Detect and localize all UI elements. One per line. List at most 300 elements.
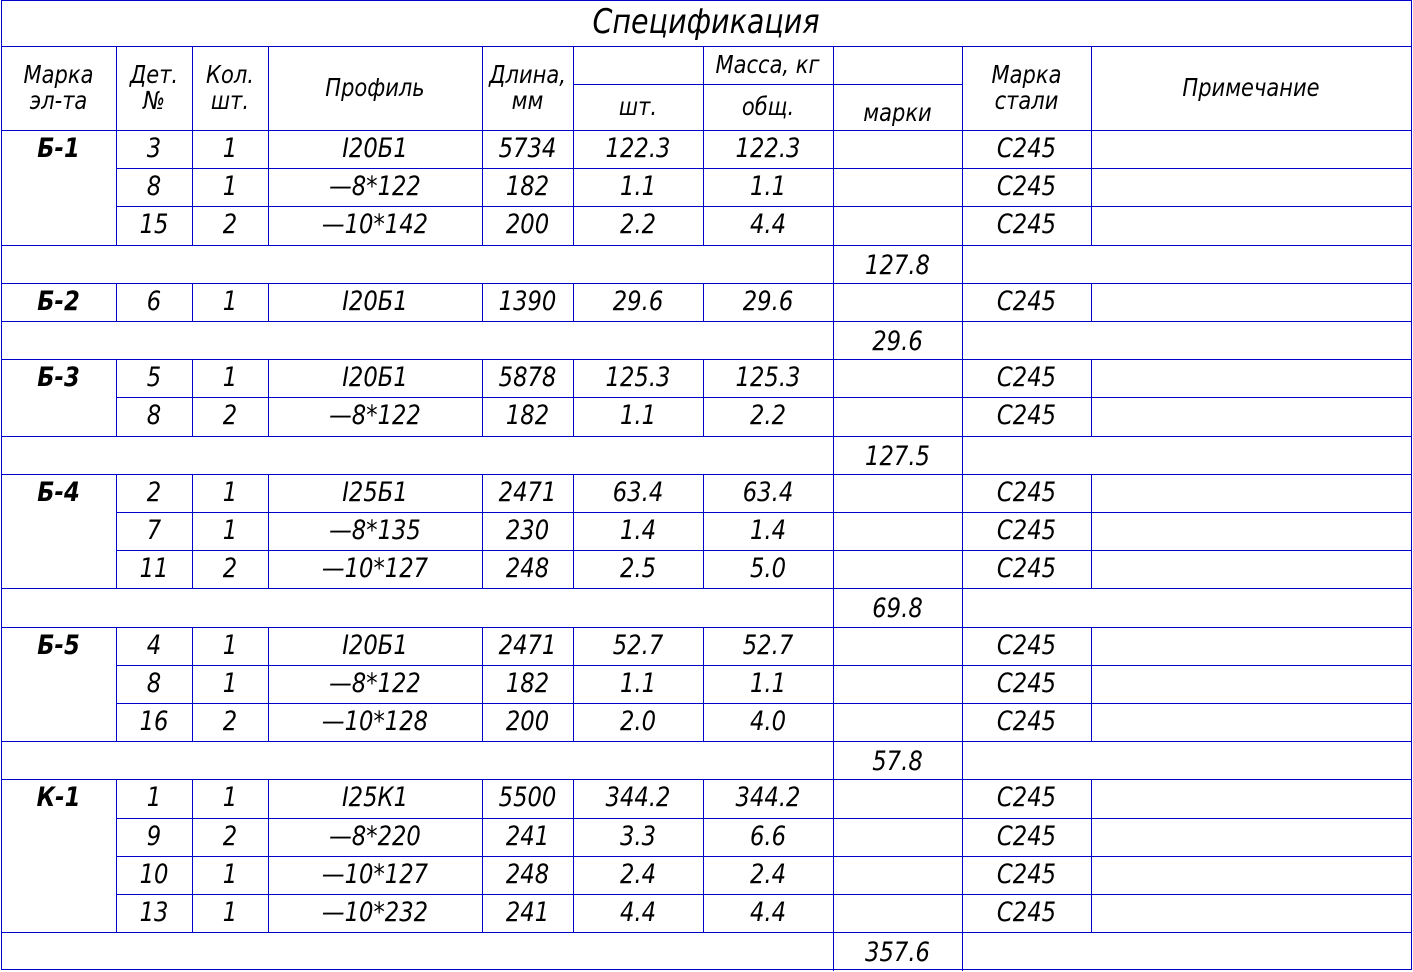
table-column-divider bbox=[703, 168, 704, 207]
part-number: 5 bbox=[146, 362, 162, 394]
table-column-divider bbox=[116, 168, 117, 207]
mass-piece: 1.4 bbox=[619, 514, 657, 546]
table-column-divider bbox=[573, 703, 574, 742]
table-column-divider bbox=[833, 779, 834, 818]
mass-total: 52.7 bbox=[742, 629, 794, 661]
header-mass-piece: шт. bbox=[618, 91, 658, 121]
table-column-divider bbox=[703, 703, 704, 742]
header-qty-line: шт. bbox=[210, 86, 250, 115]
part-profile: —10*232 bbox=[321, 896, 429, 928]
table-column-divider bbox=[192, 397, 193, 436]
part-number: 6 bbox=[146, 285, 162, 317]
part-profile: —8*122 bbox=[329, 171, 421, 203]
mass-total: 1.1 bbox=[749, 171, 787, 203]
header-qty-line: Кол. bbox=[206, 59, 254, 89]
part-profile: —10*127 bbox=[321, 553, 429, 585]
element-mark: Б-3 bbox=[37, 362, 80, 394]
part-profile: I25Б1 bbox=[342, 476, 408, 508]
mass-total: 122.3 bbox=[735, 132, 801, 164]
table-column-divider bbox=[116, 474, 117, 513]
element-mark: Б-1 bbox=[37, 132, 80, 164]
part-number: 2 bbox=[146, 476, 162, 508]
table-column-divider bbox=[482, 665, 483, 704]
part-quantity: 2 bbox=[222, 820, 238, 852]
table-column-divider bbox=[116, 627, 117, 666]
group-divider bbox=[1, 741, 1412, 742]
table-column-divider bbox=[116, 779, 117, 818]
table-column-divider bbox=[1091, 665, 1092, 704]
table-column-divider bbox=[268, 856, 269, 895]
table-column-divider bbox=[962, 818, 963, 857]
part-number: 8 bbox=[146, 171, 162, 203]
mass-total: 125.3 bbox=[735, 362, 801, 394]
part-number: 11 bbox=[139, 553, 169, 585]
header-column-divider bbox=[833, 46, 834, 131]
table-column-divider bbox=[703, 359, 704, 398]
header-det-line: № bbox=[143, 86, 165, 115]
table-column-divider bbox=[962, 550, 963, 589]
part-number: 9 bbox=[146, 820, 162, 852]
header-column-divider bbox=[192, 46, 193, 131]
table-column-divider bbox=[482, 894, 483, 933]
table-column-divider bbox=[1091, 206, 1092, 245]
group-divider bbox=[1, 588, 1412, 589]
part-quantity: 2 bbox=[222, 553, 238, 585]
mass-divider bbox=[573, 84, 963, 85]
mass-piece: 1.1 bbox=[619, 171, 657, 203]
table-column-divider bbox=[573, 512, 574, 551]
part-quantity: 1 bbox=[222, 858, 238, 890]
table-column-divider bbox=[268, 206, 269, 245]
table-column-divider bbox=[116, 703, 117, 742]
table-column-divider bbox=[268, 665, 269, 704]
table-column-divider bbox=[482, 779, 483, 818]
table-column-divider bbox=[268, 703, 269, 742]
group-divider bbox=[1, 436, 1412, 437]
mass-piece: 125.3 bbox=[605, 362, 671, 394]
header-column-divider bbox=[482, 46, 483, 131]
table-column-divider bbox=[573, 397, 574, 436]
table-column-divider bbox=[1091, 703, 1092, 742]
mass-piece: 2.2 bbox=[619, 209, 657, 241]
table-column-divider bbox=[1091, 627, 1092, 666]
title-divider bbox=[1, 46, 1412, 47]
table-column-divider bbox=[192, 168, 193, 207]
part-quantity: 1 bbox=[222, 514, 238, 546]
mass-piece: 2.4 bbox=[619, 858, 657, 890]
mass-total: 29.6 bbox=[742, 285, 794, 317]
part-length: 241 bbox=[505, 896, 550, 928]
header-column-divider bbox=[573, 46, 574, 131]
table-column-divider bbox=[962, 359, 963, 398]
mass-total: 5.0 bbox=[749, 553, 787, 585]
table-column-divider bbox=[703, 779, 704, 818]
part-number: 8 bbox=[146, 667, 162, 699]
table-column-divider bbox=[1091, 283, 1092, 322]
mass-total: 2.4 bbox=[749, 858, 787, 890]
table-column-divider bbox=[1091, 856, 1092, 895]
table-column-divider bbox=[573, 474, 574, 513]
table-column-divider bbox=[116, 359, 117, 398]
table-column-divider bbox=[962, 206, 963, 245]
steel-grade: С245 bbox=[996, 782, 1057, 814]
table-column-divider bbox=[192, 856, 193, 895]
table-column-divider bbox=[573, 283, 574, 322]
table-column-divider bbox=[116, 856, 117, 895]
table-column-divider bbox=[192, 550, 193, 589]
table-column-divider bbox=[116, 818, 117, 857]
table-column-divider bbox=[268, 130, 269, 169]
table-column-divider bbox=[1091, 397, 1092, 436]
table-column-divider bbox=[573, 627, 574, 666]
part-length: 248 bbox=[505, 858, 550, 890]
table-column-divider bbox=[833, 474, 834, 513]
table-column-divider bbox=[482, 130, 483, 169]
table-column-divider bbox=[703, 474, 704, 513]
part-quantity: 2 bbox=[222, 400, 238, 432]
part-quantity: 1 bbox=[222, 667, 238, 699]
table-column-divider bbox=[962, 283, 963, 322]
part-quantity: 2 bbox=[222, 705, 238, 737]
part-number: 13 bbox=[139, 896, 169, 928]
part-quantity: 1 bbox=[222, 132, 238, 164]
table-column-divider bbox=[573, 818, 574, 857]
table-column-divider bbox=[268, 512, 269, 551]
mass-total: 2.2 bbox=[749, 400, 787, 432]
part-length: 2471 bbox=[498, 629, 557, 661]
part-length: 5878 bbox=[498, 362, 557, 394]
table-column-divider bbox=[192, 665, 193, 704]
table-column-divider bbox=[192, 474, 193, 513]
mass-piece: 29.6 bbox=[612, 285, 664, 317]
table-column-divider bbox=[833, 359, 834, 398]
mass-total: 344.2 bbox=[735, 782, 801, 814]
mass-piece: 1.1 bbox=[619, 667, 657, 699]
part-length: 2471 bbox=[498, 476, 557, 508]
part-number: 4 bbox=[146, 629, 162, 661]
table-column-divider bbox=[833, 856, 834, 895]
table-column-divider bbox=[1091, 359, 1092, 398]
part-length: 248 bbox=[505, 553, 550, 585]
steel-grade: С245 bbox=[996, 705, 1057, 737]
table-column-divider bbox=[482, 550, 483, 589]
steel-grade: С245 bbox=[996, 476, 1057, 508]
table-column-divider bbox=[268, 550, 269, 589]
table-column-divider bbox=[833, 283, 834, 322]
header-mass-mark: марки bbox=[863, 97, 932, 127]
part-profile: I20Б1 bbox=[342, 285, 408, 317]
header-mass: Масса, кг bbox=[715, 49, 820, 79]
header-profile: Профиль bbox=[325, 72, 425, 102]
table-column-divider bbox=[573, 779, 574, 818]
table-column-divider bbox=[268, 283, 269, 322]
steel-grade: С245 bbox=[996, 896, 1057, 928]
group-divider bbox=[1, 321, 1412, 322]
table-column-divider bbox=[268, 397, 269, 436]
table-column-divider bbox=[192, 206, 193, 245]
part-profile: —8*122 bbox=[329, 400, 421, 432]
table-column-divider bbox=[573, 130, 574, 169]
table-column-divider bbox=[268, 627, 269, 666]
table-column-divider bbox=[116, 894, 117, 933]
table-column-divider bbox=[573, 856, 574, 895]
steel-grade: С245 bbox=[996, 820, 1057, 852]
part-length: 182 bbox=[505, 667, 550, 699]
part-length: 5734 bbox=[498, 132, 557, 164]
table-column-divider bbox=[962, 703, 963, 742]
table-column-divider bbox=[116, 665, 117, 704]
table-border-bottom bbox=[1, 969, 1412, 970]
header-length-line: Длина, bbox=[489, 59, 566, 89]
mass-piece: 2.5 bbox=[619, 553, 657, 585]
part-profile: —10*128 bbox=[321, 705, 429, 737]
header-mark bbox=[10, 46, 107, 130]
table-column-divider bbox=[962, 474, 963, 513]
table-column-divider bbox=[116, 550, 117, 589]
header-qty bbox=[198, 46, 262, 130]
element-mark: К-1 bbox=[36, 782, 81, 814]
table-column-divider bbox=[962, 779, 963, 818]
subtotal-divider bbox=[962, 741, 963, 780]
mark-mass-subtotal: 127.8 bbox=[865, 249, 930, 281]
header-mark-line: Марка bbox=[23, 59, 94, 89]
table-column-divider bbox=[1091, 512, 1092, 551]
header-column-divider bbox=[1091, 46, 1092, 131]
mark-mass-subtotal: 69.8 bbox=[872, 593, 923, 625]
part-quantity: 2 bbox=[222, 209, 238, 241]
table-column-divider bbox=[192, 894, 193, 933]
table-column-divider bbox=[192, 627, 193, 666]
part-length: 230 bbox=[505, 514, 550, 546]
table-column-divider bbox=[192, 512, 193, 551]
table-column-divider bbox=[833, 550, 834, 589]
part-length: 5500 bbox=[498, 782, 557, 814]
part-quantity: 1 bbox=[222, 476, 238, 508]
table-column-divider bbox=[962, 894, 963, 933]
table-column-divider bbox=[116, 512, 117, 551]
mass-total: 6.6 bbox=[749, 820, 787, 852]
subtotal-divider bbox=[833, 741, 834, 780]
table-column-divider bbox=[482, 359, 483, 398]
subtotal-divider bbox=[962, 588, 963, 627]
part-length: 182 bbox=[505, 171, 550, 203]
steel-grade: С245 bbox=[996, 514, 1057, 546]
table-column-divider bbox=[482, 703, 483, 742]
table-column-divider bbox=[192, 779, 193, 818]
table-column-divider bbox=[962, 512, 963, 551]
element-mark: Б-5 bbox=[37, 629, 80, 661]
mass-piece: 2.0 bbox=[619, 705, 657, 737]
table-column-divider bbox=[703, 283, 704, 322]
header-mark-line: эл-та bbox=[29, 86, 88, 115]
table-column-divider bbox=[703, 665, 704, 704]
mass-total: 1.1 bbox=[749, 667, 787, 699]
steel-grade: С245 bbox=[996, 209, 1057, 241]
part-profile: —8*135 bbox=[329, 514, 421, 546]
table-column-divider bbox=[703, 894, 704, 933]
table-column-divider bbox=[482, 397, 483, 436]
part-number: 8 bbox=[146, 400, 162, 432]
table-column-divider bbox=[116, 283, 117, 322]
part-number: 1 bbox=[146, 782, 162, 814]
header-det bbox=[122, 46, 186, 130]
part-number: 3 bbox=[146, 132, 162, 164]
part-quantity: 1 bbox=[222, 782, 238, 814]
table-column-divider bbox=[833, 665, 834, 704]
table-column-divider bbox=[962, 130, 963, 169]
header-steel bbox=[972, 46, 1080, 130]
table-border-top bbox=[1, 0, 1412, 1]
group-divider bbox=[1, 932, 1412, 933]
table-column-divider bbox=[482, 512, 483, 551]
table-column-divider bbox=[1091, 779, 1092, 818]
table-column-divider bbox=[268, 779, 269, 818]
part-profile: —8*220 bbox=[329, 820, 421, 852]
header-length bbox=[489, 46, 565, 130]
part-profile: —10*127 bbox=[321, 858, 429, 890]
table-column-divider bbox=[703, 512, 704, 551]
part-profile: —8*122 bbox=[329, 667, 421, 699]
steel-grade: С245 bbox=[996, 629, 1057, 661]
table-column-divider bbox=[192, 283, 193, 322]
mass-total: 4.0 bbox=[749, 705, 787, 737]
table-column-divider bbox=[1091, 894, 1092, 933]
table-column-divider bbox=[482, 474, 483, 513]
part-profile: I20Б1 bbox=[342, 629, 408, 661]
table-column-divider bbox=[962, 665, 963, 704]
table-column-divider bbox=[833, 397, 834, 436]
table-column-divider bbox=[573, 665, 574, 704]
table-column-divider bbox=[192, 130, 193, 169]
subtotal-divider bbox=[833, 436, 834, 475]
subtotal-divider bbox=[833, 245, 834, 284]
part-number: 10 bbox=[139, 858, 169, 890]
part-quantity: 1 bbox=[222, 896, 238, 928]
part-number: 16 bbox=[139, 705, 169, 737]
subtotal-divider bbox=[833, 588, 834, 627]
group-divider bbox=[1, 245, 1412, 246]
part-length: 241 bbox=[505, 820, 550, 852]
part-number: 7 bbox=[146, 514, 162, 546]
part-quantity: 1 bbox=[222, 362, 238, 394]
table-column-divider bbox=[1091, 130, 1092, 169]
table-column-divider bbox=[268, 894, 269, 933]
table-column-divider bbox=[116, 130, 117, 169]
part-profile: I20Б1 bbox=[342, 362, 408, 394]
table-border-left bbox=[1, 0, 2, 970]
header-column-divider bbox=[268, 46, 269, 131]
mass-total: 4.4 bbox=[749, 896, 787, 928]
mass-piece: 122.3 bbox=[605, 132, 671, 164]
table-column-divider bbox=[482, 627, 483, 666]
header-steel-line: стали bbox=[994, 86, 1059, 115]
table-column-divider bbox=[573, 206, 574, 245]
table-column-divider bbox=[833, 130, 834, 169]
header-column-divider bbox=[962, 46, 963, 131]
table-column-divider bbox=[833, 206, 834, 245]
subtotal-divider bbox=[833, 321, 834, 360]
table-column-divider bbox=[116, 206, 117, 245]
table-column-divider bbox=[833, 703, 834, 742]
table-column-divider bbox=[268, 359, 269, 398]
table-column-divider bbox=[482, 856, 483, 895]
header-length-line: мм bbox=[511, 86, 544, 115]
table-column-divider bbox=[703, 818, 704, 857]
steel-grade: С245 bbox=[996, 667, 1057, 699]
table-column-divider bbox=[573, 359, 574, 398]
mass-piece: 3.3 bbox=[619, 820, 657, 852]
mark-mass-subtotal: 127.5 bbox=[865, 440, 930, 472]
subtotal-divider bbox=[962, 932, 963, 971]
page-title: Спецификация bbox=[592, 2, 820, 43]
table-column-divider bbox=[482, 283, 483, 322]
table-column-divider bbox=[1091, 474, 1092, 513]
table-column-divider bbox=[703, 856, 704, 895]
table-column-divider bbox=[833, 512, 834, 551]
part-quantity: 1 bbox=[222, 629, 238, 661]
mass-total: 4.4 bbox=[749, 209, 787, 241]
mass-total: 63.4 bbox=[742, 476, 794, 508]
table-column-divider bbox=[703, 397, 704, 436]
part-quantity: 1 bbox=[222, 285, 238, 317]
table-column-divider bbox=[268, 818, 269, 857]
mass-piece: 52.7 bbox=[612, 629, 664, 661]
part-quantity: 1 bbox=[222, 171, 238, 203]
header-column-divider bbox=[703, 84, 704, 131]
header-steel-line: Марка bbox=[991, 59, 1062, 89]
table-column-divider bbox=[962, 397, 963, 436]
table-column-divider bbox=[703, 550, 704, 589]
part-length: 200 bbox=[505, 209, 550, 241]
mass-piece: 4.4 bbox=[619, 896, 657, 928]
table-column-divider bbox=[482, 206, 483, 245]
table-column-divider bbox=[192, 359, 193, 398]
table-column-divider bbox=[1091, 168, 1092, 207]
header-mass-total: общ. bbox=[741, 91, 795, 121]
subtotal-divider bbox=[962, 321, 963, 360]
subtotal-divider bbox=[962, 436, 963, 475]
table-column-divider bbox=[833, 627, 834, 666]
part-profile: I25К1 bbox=[341, 782, 409, 814]
table-column-divider bbox=[573, 894, 574, 933]
table-column-divider bbox=[962, 627, 963, 666]
table-column-divider bbox=[833, 818, 834, 857]
mass-total: 1.4 bbox=[749, 514, 787, 546]
mass-piece: 344.2 bbox=[605, 782, 671, 814]
part-number: 15 bbox=[139, 209, 169, 241]
table-column-divider bbox=[703, 130, 704, 169]
mark-mass-subtotal: 29.6 bbox=[872, 325, 923, 357]
mass-piece: 1.1 bbox=[619, 400, 657, 432]
table-column-divider bbox=[962, 856, 963, 895]
table-column-divider bbox=[482, 168, 483, 207]
table-column-divider bbox=[1091, 818, 1092, 857]
header-det-line: Дет. bbox=[129, 59, 179, 89]
table-column-divider bbox=[833, 894, 834, 933]
steel-grade: С245 bbox=[996, 285, 1057, 317]
table-column-divider bbox=[573, 168, 574, 207]
subtotal-divider bbox=[962, 245, 963, 284]
table-column-divider bbox=[573, 550, 574, 589]
header-column-divider bbox=[116, 46, 117, 131]
table-column-divider bbox=[703, 627, 704, 666]
element-mark: Б-2 bbox=[37, 285, 80, 317]
steel-grade: С245 bbox=[996, 553, 1057, 585]
table-column-divider bbox=[482, 818, 483, 857]
table-column-divider bbox=[962, 168, 963, 207]
part-profile: —10*142 bbox=[321, 209, 429, 241]
steel-grade: С245 bbox=[996, 171, 1057, 203]
